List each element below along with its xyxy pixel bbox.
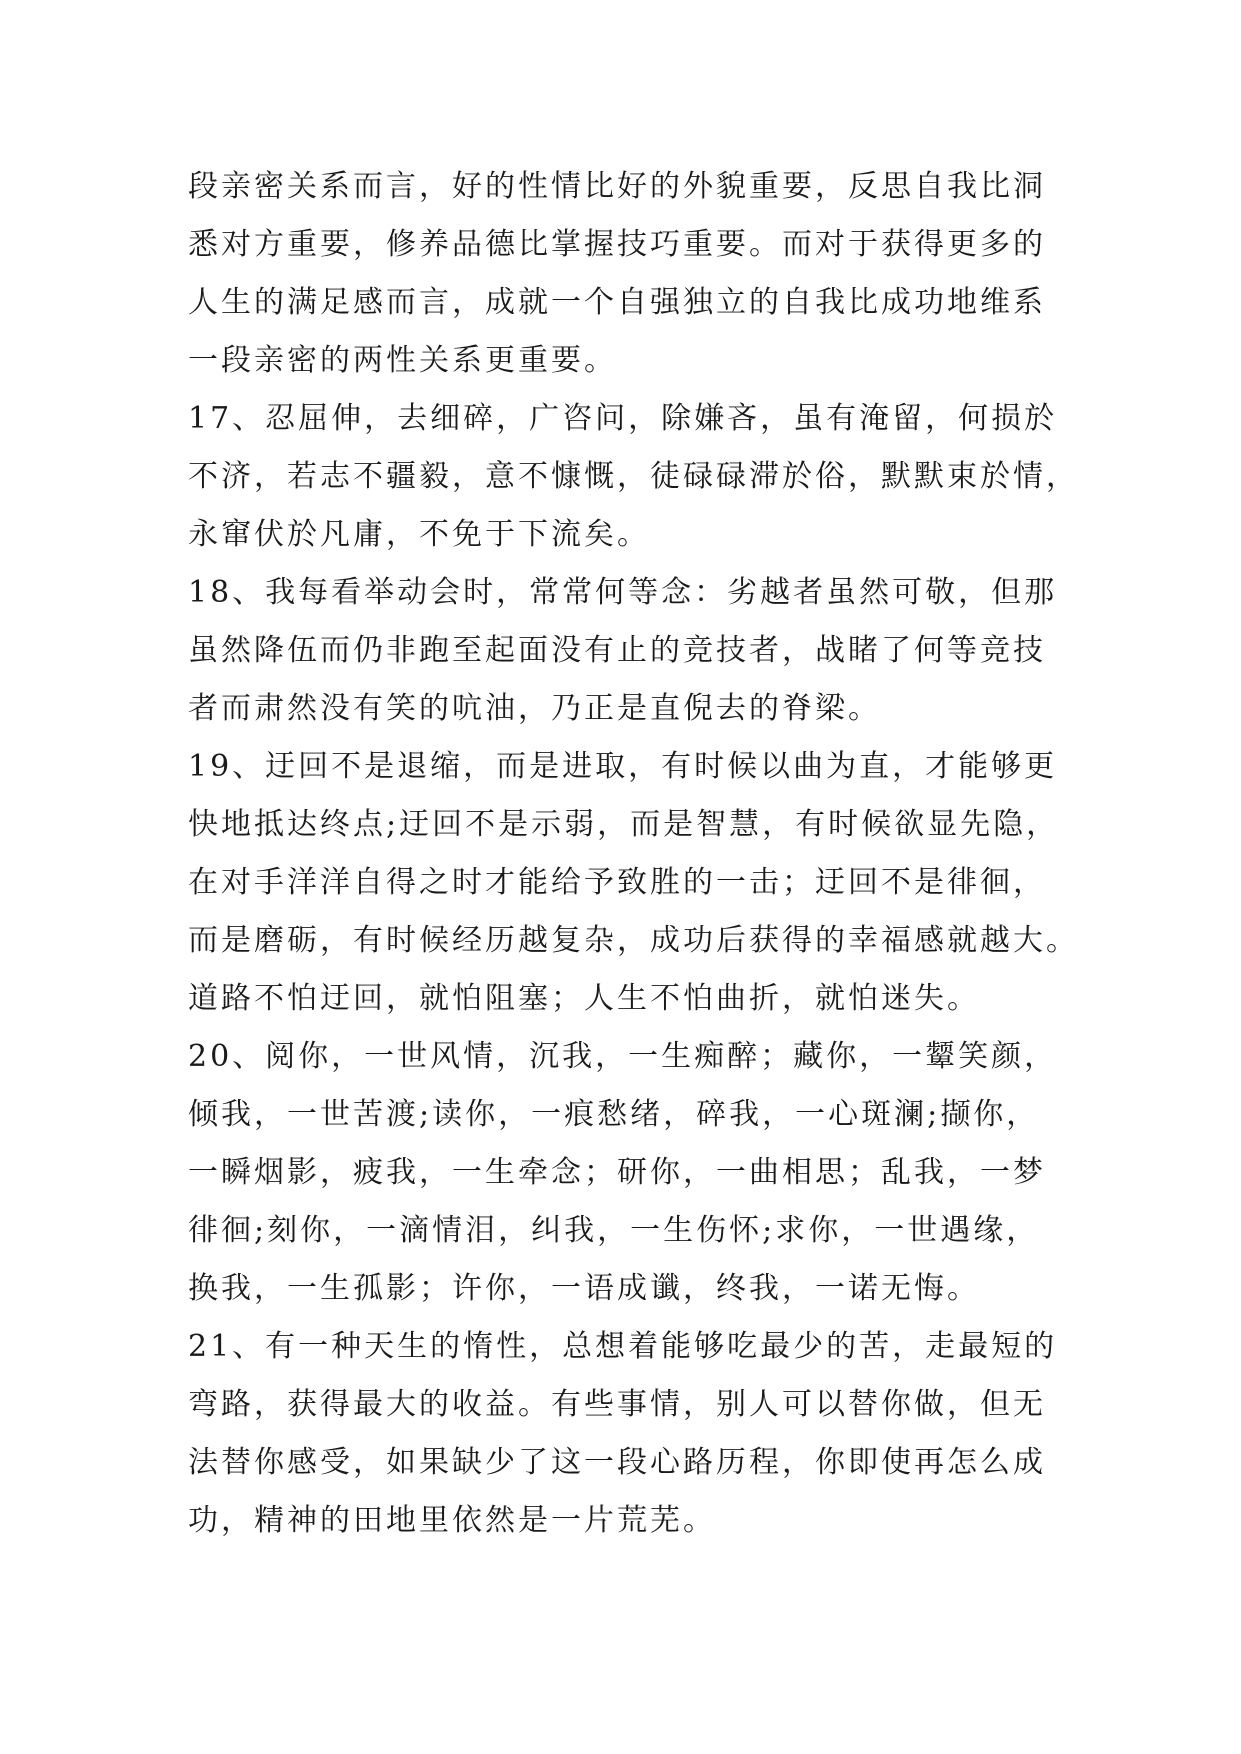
text-line: 在对手洋洋自得之时才能给予致胜的一击；迂回不是徘徊， bbox=[188, 865, 1046, 900]
document-body bbox=[188, 158, 1079, 1550]
text-line: 徘徊;刻你，一滴情泪，纠我，一生伤怀;求你，一世遇缘， bbox=[188, 1213, 1040, 1248]
text-line: 20、阅你，一世风情，沉我，一生痴醉；藏你，一颦笑颜， bbox=[188, 1039, 1058, 1074]
text-line: 段亲密关系而言，好的性情比好的外貌重要，反思自我比洞 bbox=[188, 169, 1046, 204]
text-line: 21、有一种天生的惰性，总想着能够吃最少的苦，走最短的 bbox=[188, 1329, 1058, 1364]
text-line: 弯路，获得最大的收益。有些事情，别人可以替你做，但无 bbox=[188, 1387, 1046, 1422]
text-line: 一瞬烟影，疲我，一生牵念；研你，一曲相思；乱我，一梦 bbox=[188, 1155, 1046, 1190]
text-line: 者而肃然没有笑的吭油，乃正是直倪去的脊梁。 bbox=[188, 691, 881, 726]
text-line: 永窜伏於凡庸，不免于下流矣。 bbox=[188, 517, 650, 552]
text-line: 悉对方重要，修养品德比掌握技巧重要。而对于获得更多的 bbox=[188, 227, 1046, 262]
text-line: 18、我每看举动会时，常常何等念：劣越者虽然可敬，但那 bbox=[188, 575, 1058, 610]
text-line: 法替你感受，如果缺少了这一段心路历程，你即使再怎么成 bbox=[188, 1445, 1046, 1480]
text-line: 而是磨砺，有时候经历越复杂，成功后获得的幸福感就越大。 bbox=[188, 923, 1079, 958]
text-line: 不济，若志不疆毅，意不慷慨，徒碌碌滞於俗，默默束於情， bbox=[188, 459, 1079, 494]
text-line: 倾我，一世苦渡;读你，一痕愁绪，碎我，一心斑澜;撷你， bbox=[188, 1097, 1040, 1132]
text-line: 道路不怕迂回，就怕阻塞；人生不怕曲折，就怕迷失。 bbox=[188, 981, 980, 1016]
text-line: 功，精神的田地里依然是一片荒芜。 bbox=[188, 1503, 716, 1538]
text-line: 换我，一生孤影；许你，一语成谶，终我，一诺无悔。 bbox=[188, 1271, 980, 1306]
text-line: 虽然降伍而仍非跑至起面没有止的竞技者，战睹了何等竞技 bbox=[188, 633, 1046, 668]
text-line: 19、迂回不是退缩，而是进取，有时候以曲为直，才能够更 bbox=[188, 749, 1058, 784]
text-line: 17、忍屈伸，去细碎，广咨问，除嫌吝，虽有淹留，何损於 bbox=[188, 401, 1058, 436]
text-line: 快地抵达终点;迂回不是示弱，而是智慧，有时候欲显先隐， bbox=[188, 807, 1060, 842]
text-line: 一段亲密的两性关系更重要。 bbox=[188, 343, 617, 378]
text-line: 人生的满足感而言，成就一个自强独立的自我比成功地维系 bbox=[188, 285, 1046, 320]
